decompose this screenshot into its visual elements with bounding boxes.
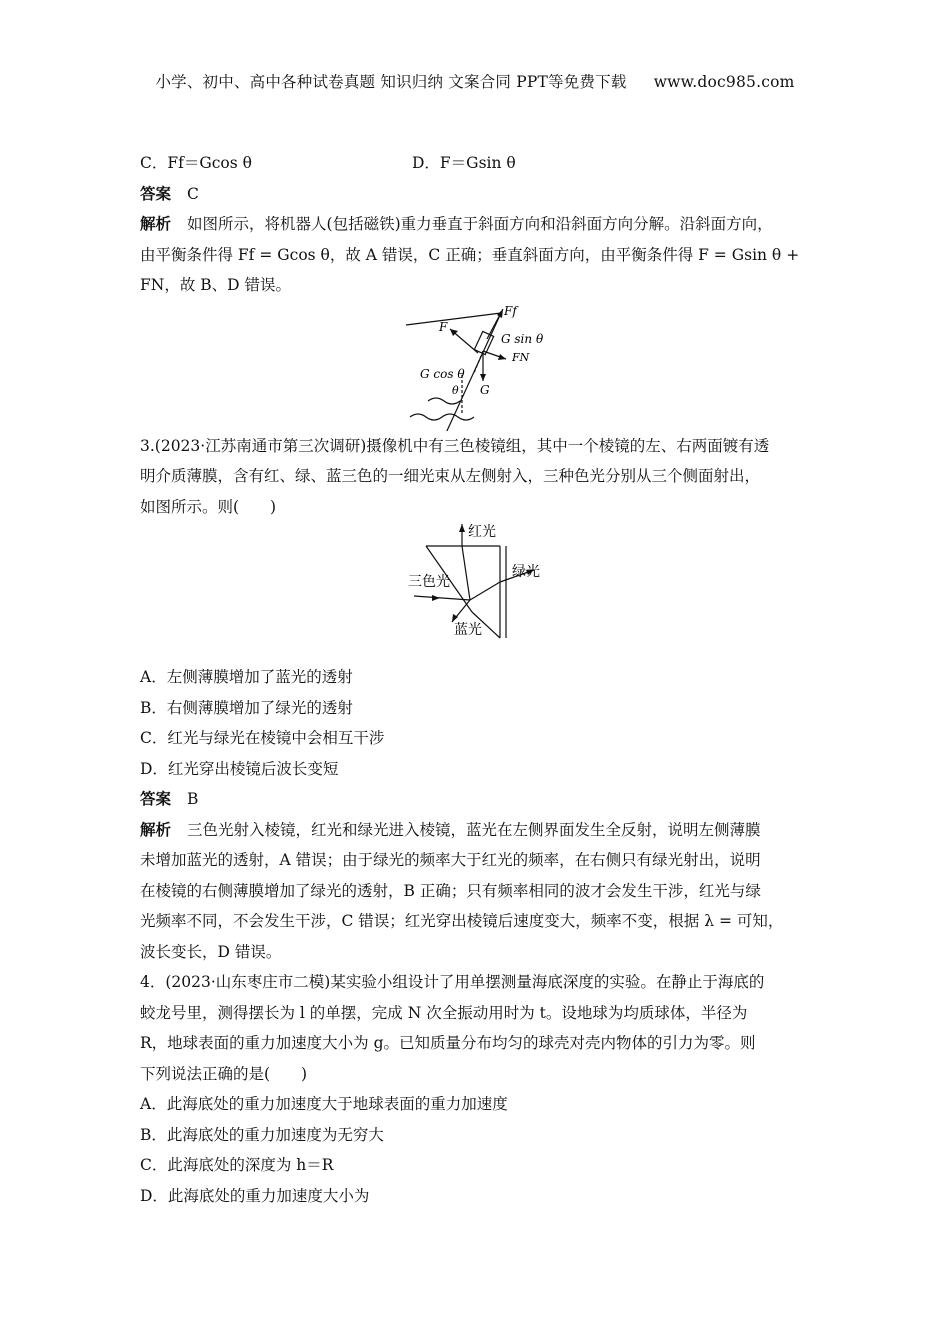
q2-option-d: D．F＝Gsin θ: [412, 154, 516, 172]
q4-stem-line: R，地球表面的重力加速度大小为 g。已知质量分布均匀的球壳对壳内物体的引力为零。则: [140, 1034, 756, 1052]
q2-analysis-line: [140, 209, 820, 240]
arrowhead-incident: [432, 595, 440, 601]
label-Gcos: G cos θ: [420, 366, 465, 381]
q3-stem-line: 明介质薄膜，含有红、绿、蓝三色的一细光束从左侧射入，三种色光分别从三个侧面射出，: [140, 467, 761, 485]
q4-option-b: B．此海底处的重力加速度为无穷大: [140, 1125, 384, 1144]
answer-label: 答案: [140, 183, 172, 203]
q4-stem-line: 蛟龙号里，测得摆长为 l 的单摆，完成 N 次全振动用时为 t。设地球为均质球体，半径为: [140, 1003, 748, 1022]
label-tricolor: 三色光: [408, 574, 450, 590]
ray-red-inside: [462, 546, 470, 600]
q3-stem-line: 如图所示。则( ): [140, 497, 277, 516]
q3-option-c: C．红光与绿光在棱镜中会相互干涉: [140, 729, 385, 747]
q4-stem-line: 4．(2023·山东枣庄市二模)某实验小组设计了用单摆测量海底深度的实验。在静止于海底的: [140, 973, 765, 991]
header-url: www.doc985.com: [653, 73, 795, 91]
wave-1: [428, 398, 460, 404]
q3-option-d: D．红光穿出棱镜后波长变短: [140, 759, 339, 778]
q4-option-d: D．此海底处的重力加速度大小为: [140, 1186, 370, 1205]
label-F: F: [439, 319, 448, 334]
prism-diagram-svg: [140, 522, 820, 662]
header-text: 小学、初中、高中各种试卷真题 知识归纳 文案合同 PPT等免费下载: [155, 73, 627, 91]
page-header: [0, 70, 950, 92]
label-Ff: Ff: [504, 303, 517, 318]
q4-stem-line: 下列说法正确的是( ): [140, 1064, 308, 1083]
label-Gsin: G sin θ: [501, 331, 544, 346]
q4-option-a: A．此海底处的重力加速度大于地球表面的重力加速度: [140, 1095, 508, 1113]
q4-option-c: C．此海底处的深度为 h＝R: [140, 1156, 334, 1174]
q3-analysis-line: 光频率不同，不会发生干涉，C 错误；红光穿出棱镜后速度变大，频率不变，根据 λ = 可知，: [140, 912, 784, 930]
label-red: 红光: [468, 524, 496, 540]
ray-green-inside: [470, 582, 500, 600]
analysis-label: 解析: [140, 819, 172, 839]
arrowhead-red: [459, 524, 465, 532]
wave-2: [410, 414, 474, 420]
q3-analysis-line: 波长变长，D 错误。: [140, 942, 282, 961]
label-green: 绿光: [512, 564, 540, 580]
document-body: [140, 148, 820, 1211]
analysis-label: 解析: [140, 214, 172, 233]
q3-analysis-line: [140, 815, 820, 846]
prism-diagram: [140, 522, 820, 662]
q3-stem-line: 3.(2023·江苏南通市第三次调研)摄像机中有三色棱镜组，其中一个棱镜的左、右两面镀有透: [140, 436, 770, 455]
q3-option-b: B．右侧薄膜增加了绿光的透射: [140, 698, 353, 717]
force-diagram-svg: [140, 301, 820, 431]
label-G: G: [480, 382, 490, 397]
q2-analysis-line: 由平衡条件得 Ff = Gcos θ，故 A 错误，C 正确；垂直斜面方向，由平衡条件得 F = Gsin θ +: [140, 245, 800, 264]
label-blue: 蓝光: [454, 622, 482, 638]
analysis-text: 如图所示，将机器人(包括磁铁)重力垂直于斜面方向和沿斜面方向分解。沿斜面方向，: [187, 215, 773, 233]
analysis-text: 三色光射入棱镜，红光和绿光进入棱镜，蓝光在左侧界面发生全反射，说明左侧薄膜: [187, 820, 761, 839]
q2-analysis-line: FN，故 B、D 错误。: [140, 276, 291, 294]
label-theta: θ: [452, 383, 459, 397]
answer-label: 答案: [140, 789, 172, 808]
q2-option-c: C．Ff＝Gcos θ: [140, 154, 252, 172]
q3-analysis-line: 在棱镜的右侧薄膜增加了绿光的透射，B 正确；只有频率相同的波才会发生干涉，红光与绿: [140, 881, 761, 900]
q3-answer: [140, 784, 820, 815]
top-line: [406, 313, 501, 325]
arrowhead-G: [480, 374, 486, 381]
label-FN: FN: [512, 350, 530, 364]
q3-option-a: A．左侧薄膜增加了蓝光的透射: [140, 668, 353, 686]
q2-options-row: [140, 148, 820, 179]
answer-value: B: [187, 790, 199, 808]
arrowhead-FN: [498, 354, 506, 360]
q2-answer: [140, 179, 820, 210]
force-diagram: [140, 301, 820, 431]
answer-value: C: [187, 184, 199, 203]
q3-analysis-line: 未增加蓝光的透射，A 错误；由于绿光的频率大于红光的频率，在右侧只有绿光射出，说明: [140, 851, 761, 869]
